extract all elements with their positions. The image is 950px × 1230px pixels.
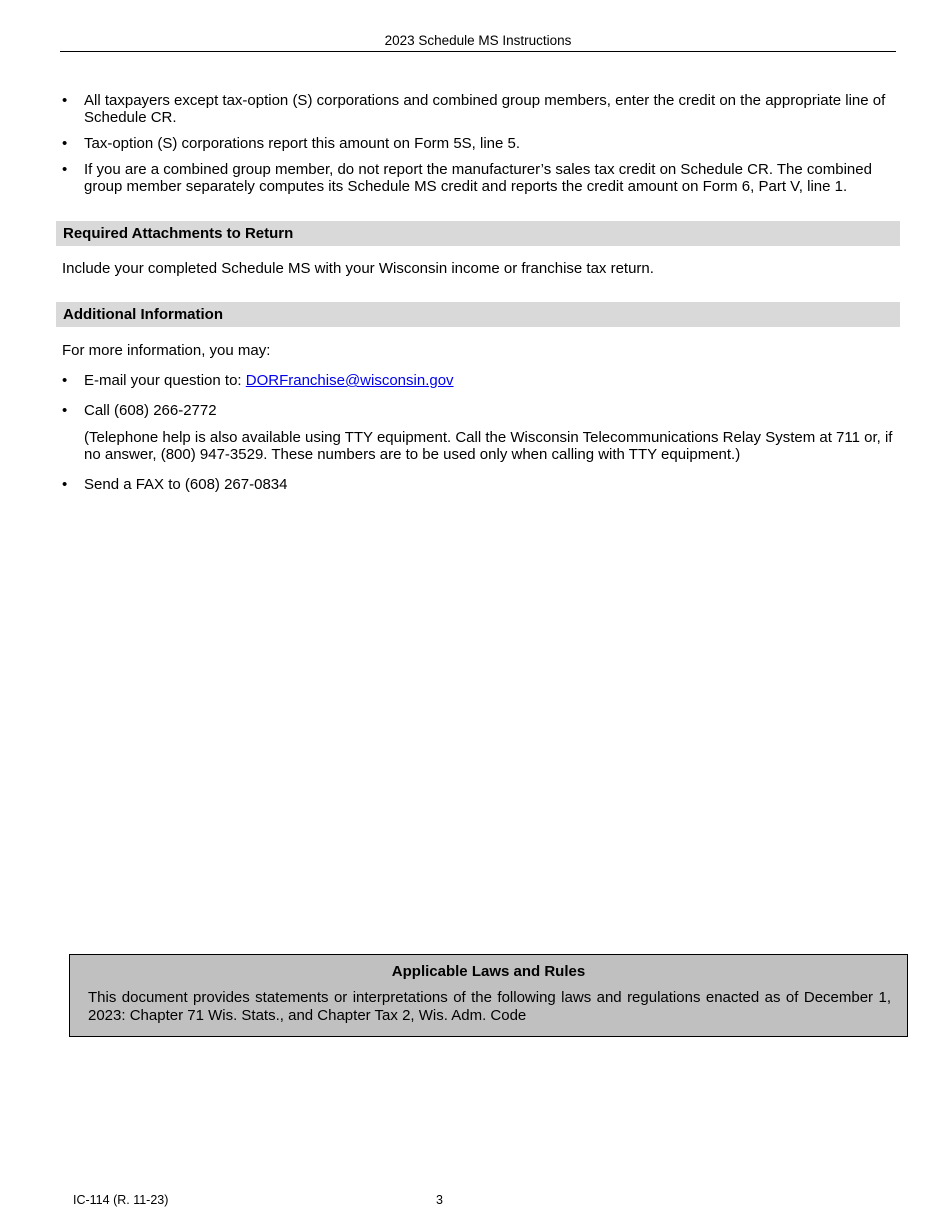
additional-information-intro: For more information, you may: (62, 342, 271, 359)
required-attachments-text: Include your completed Schedule MS with your Wisconsin income or franchise tax return. (62, 260, 654, 277)
list-item (62, 135, 902, 152)
credit-reporting-list (62, 92, 902, 204)
applicable-laws-box (69, 954, 908, 1037)
bullet-icon: • (62, 402, 68, 419)
additional-information-heading: Additional Information (63, 306, 223, 323)
bullet-icon: • (62, 135, 68, 152)
applicable-laws-title: Applicable Laws and Rules (391, 963, 586, 980)
applicable-laws-text: This document provides statements or interpretations of the following laws and regulations enacted as of December 1, 2023: Chapter 71 Wis. Stats., and Chapter Tax 2, Wis. Adm. Code (88, 989, 891, 1024)
list-item-text: If you are a combined group member, do not report the manufacturer’s sales tax credit on Schedule CR. The combined group member separately computes its Schedule MS credit and reports the credit amount on Form 6, Part V, line 1. (84, 161, 872, 195)
footer-page-number: 3 (436, 1193, 443, 1207)
required-attachments-heading: Required Attachments to Return (63, 225, 294, 242)
list-item-call (62, 402, 902, 463)
bullet-icon: • (62, 476, 68, 493)
list-item-fax (62, 476, 902, 493)
bullet-icon: • (62, 92, 68, 109)
email-prefix-text: E-mail your question to: (84, 372, 246, 389)
fax-text: Send a FAX to (608) 267-0834 (84, 476, 288, 493)
footer-form-number: IC-114 (R. 11-23) (73, 1193, 169, 1207)
page-header-title: 2023 Schedule MS Instructions (384, 33, 572, 48)
list-item-text: Tax-option (S) corporations report this amount on Form 5S, line 5. (84, 135, 521, 152)
additional-information-heading-bar (56, 302, 900, 327)
list-item-email (62, 372, 902, 389)
email-link[interactable]: DORFranchise@wisconsin.gov (245, 372, 454, 389)
tty-note: (Telephone help is also available using TTY equipment. Call the Wisconsin Telecommunications Relay System at 711 or, if no answer, (800) 947-3529. These numbers are to be used only when calling with TTY equipment.) (84, 429, 893, 463)
bullet-icon: • (62, 372, 68, 389)
contact-options-list (62, 372, 902, 506)
list-item-text: All taxpayers except tax-option (S) corporations and combined group members, enter the credit on the appropriate line of Schedule CR. (84, 92, 886, 126)
list-item (62, 161, 902, 195)
required-attachments-heading-bar (56, 221, 900, 246)
list-item (62, 92, 902, 126)
call-text: Call (608) 266-2772 (84, 402, 217, 419)
bullet-icon: • (62, 161, 68, 178)
header-divider (60, 51, 896, 52)
